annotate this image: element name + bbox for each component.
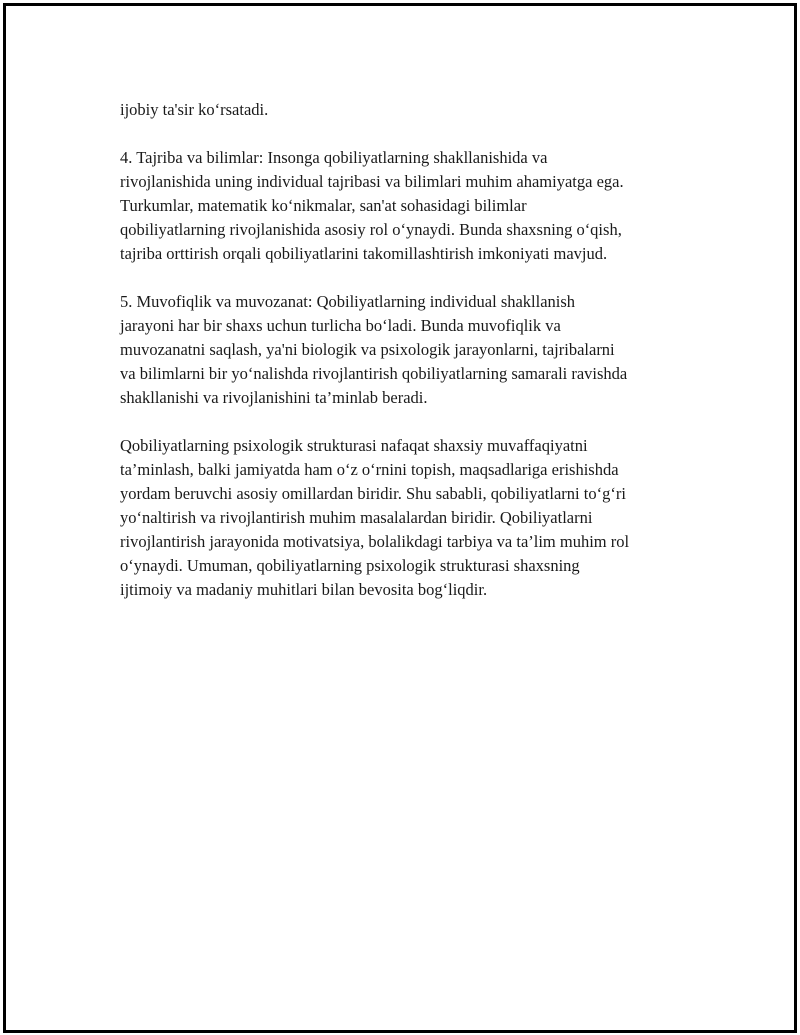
paragraph-balance: 5. Muvofiqlik va muvozanat: Qobiliyatlarning individual shakllanish jarayoni har bir shaxs uchun turlicha bo‘ladi. Bunda muvofiqlik va muvozanatni saqlash, ya'ni biologik va psixologik jarayonlarni, tajribalarni va bilimlarni bir yo‘nalishda rivojlantirish qobiliyatlarning samarali ravishda shakllanishi va rivojlanishini ta’minlab beradi.	[120, 292, 628, 407]
paragraph-experience-knowledge: 4. Tajriba va bilimlar: Insonga qobiliyatlarning shakllanishida va rivojlanishida uning individual tajribasi va bilimlari muhim ahamiyatga ega. Turkumlar, matematik ko‘nikmalar, san'at sohasidagi bilimlar qobiliyatlarning rivojlanishida asosiy rol o‘ynaydi. Bunda shaxsning o‘qish, tajriba orttirish orqali qobiliyatlarini takomillashtirish imkoniyati mavjud.	[120, 148, 624, 263]
paragraph-conclusion: Qobiliyatlarning psixologik strukturasi nafaqat shaxsiy muvaffaqiyatni ta’minlash, balki jamiyatda ham o‘z o‘rnini topish, maqsadlariga erishishda yordam beruvchi asosiy omillardan biridir. Shu sababli, qobiliyatlarni to‘g‘ri yo‘naltirish va rivojlantirish muhim masalalardan biridir. Qobiliyatlarni rivojlantirish jarayonida motivatsiya, bolalikdagi tarbiya va ta’lim muhim rol o‘ynaydi. Umuman, qobiliyatlarning psixologik strukturasi shaxsning ijtimoiy va madaniy muhitlari bilan bevosita bog‘liqdir.	[120, 436, 630, 599]
paragraph-continuation: ijobiy ta'sir ko‘rsatadi.	[120, 100, 269, 119]
document-body	[120, 98, 695, 626]
page-frame	[3, 3, 797, 1033]
